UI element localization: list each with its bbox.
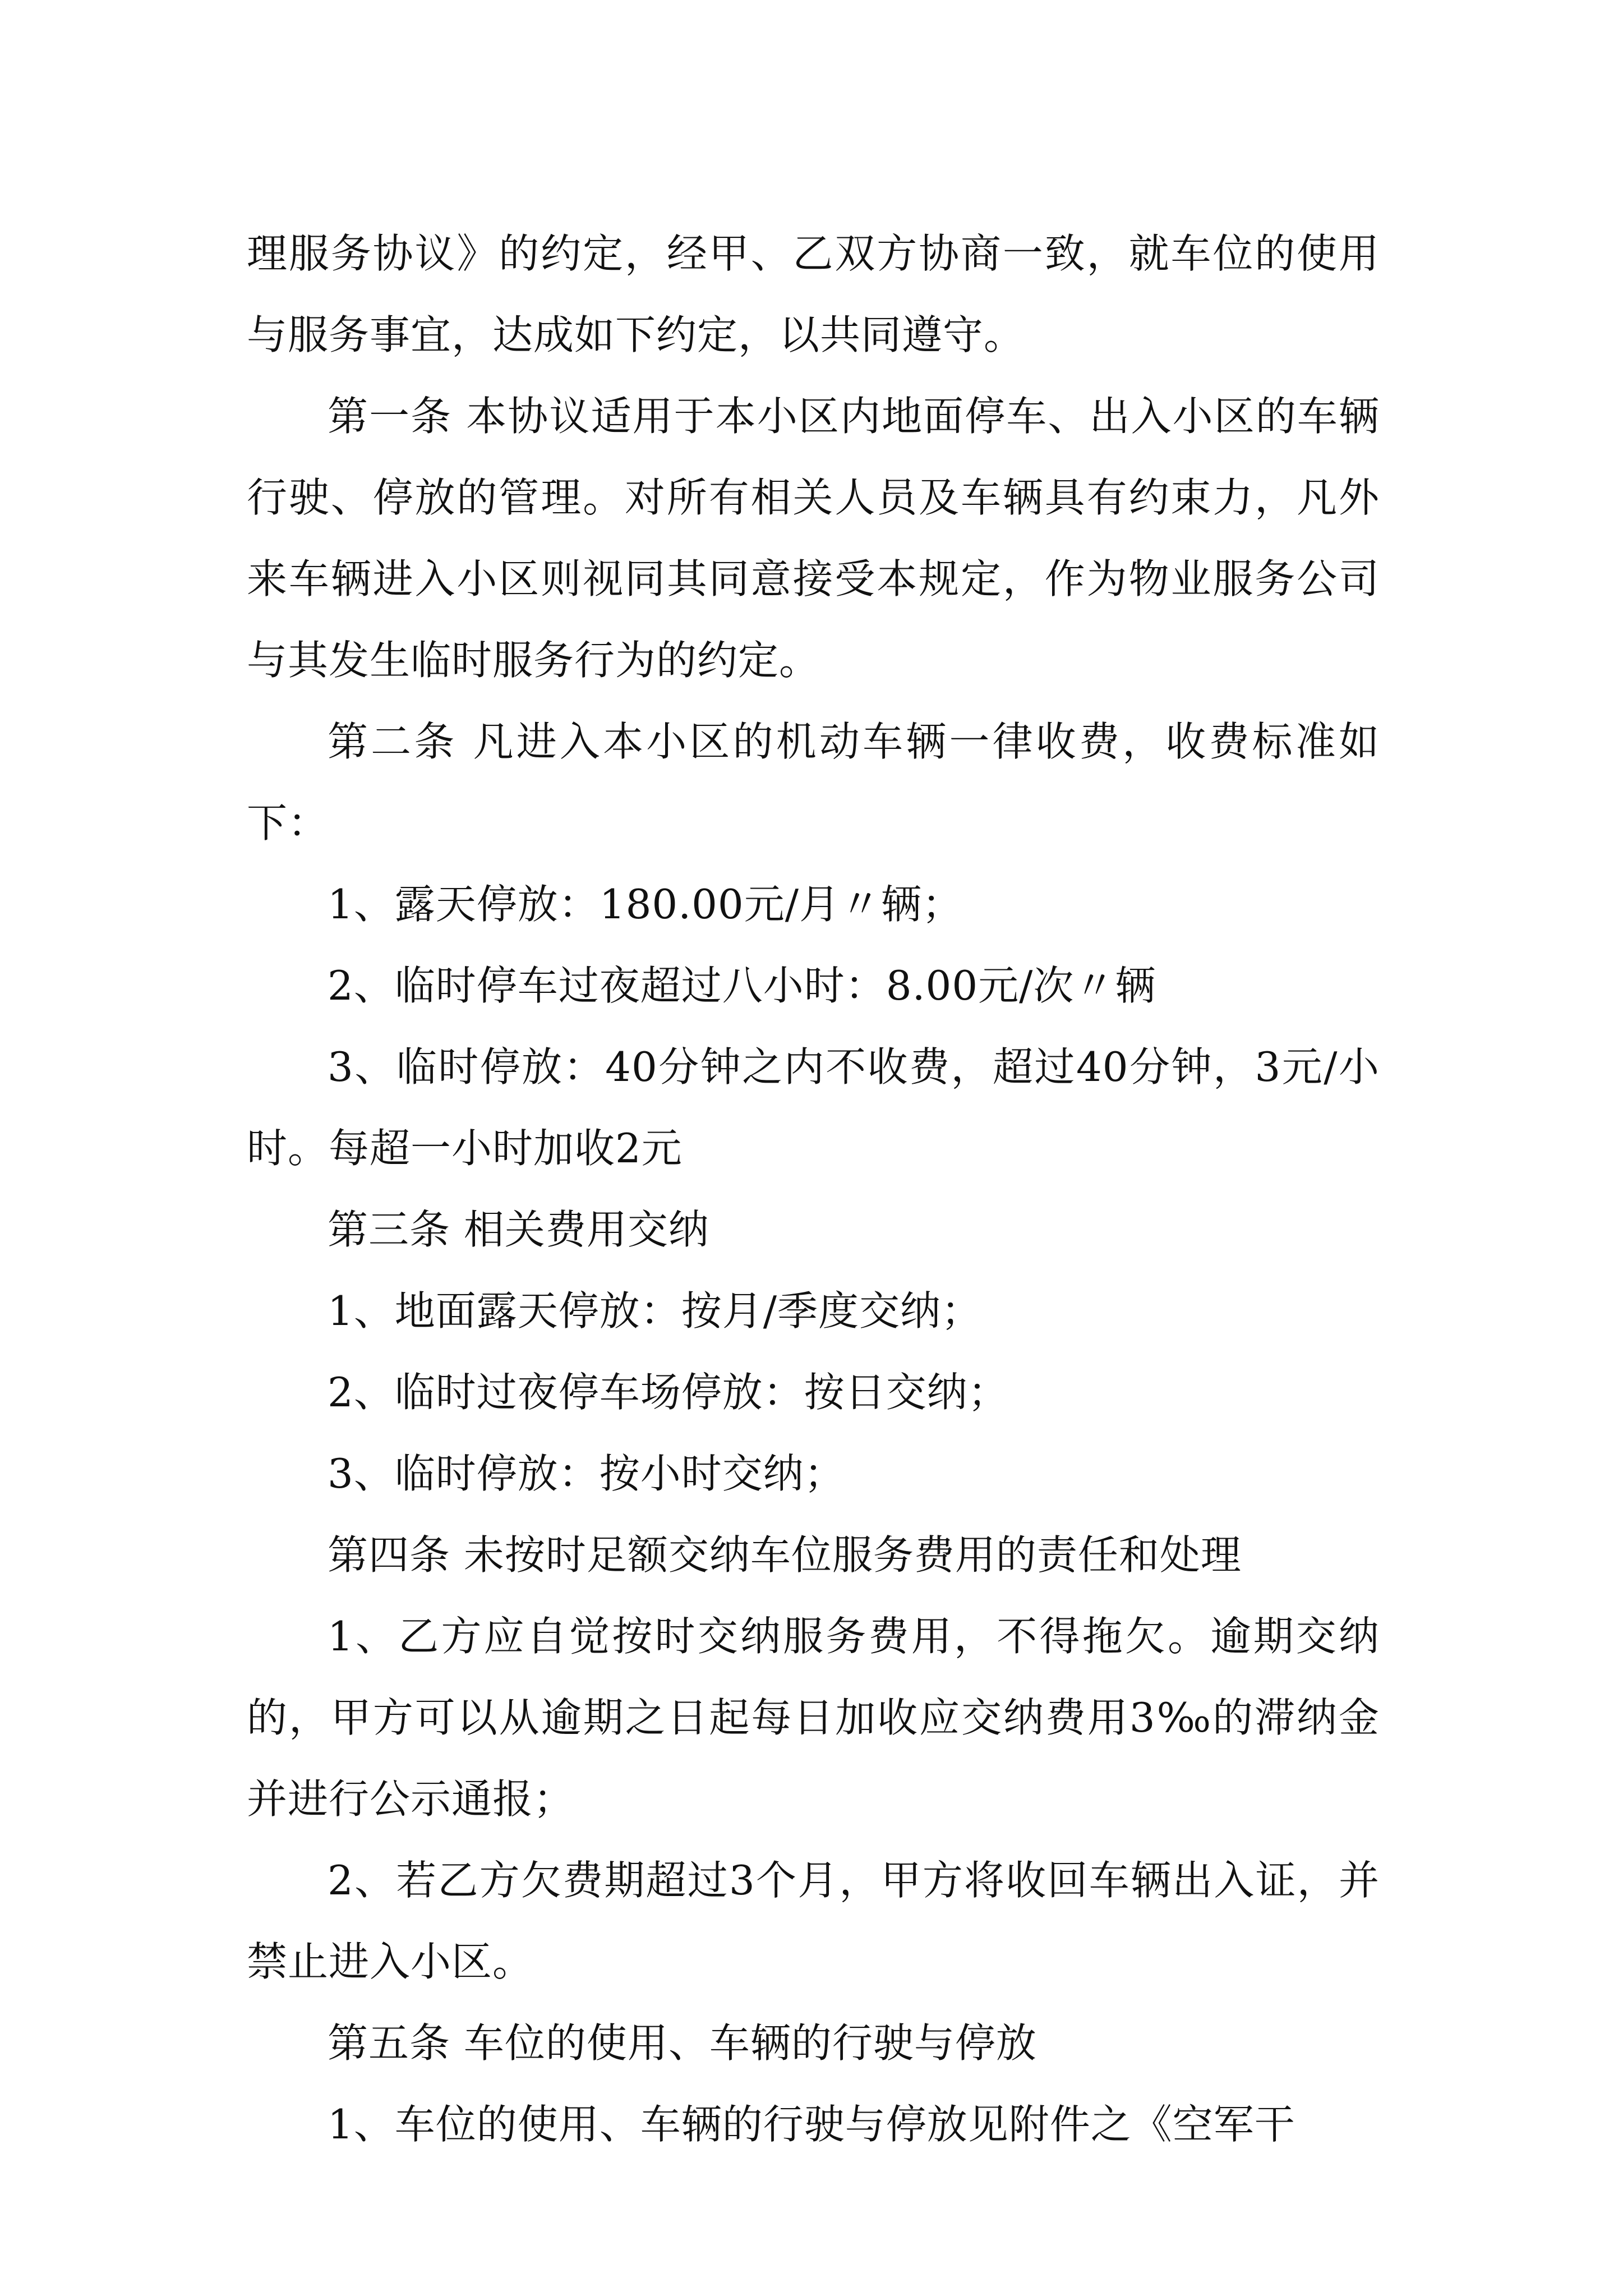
paragraph-arrears: 2、若乙方欠费期超过3个月，甲方将收回车辆出入证，并禁止进入小区。 <box>247 1857 1380 1985</box>
paragraph-late-fee: 1、乙方应自觉按时交纳服务费用，不得拖欠。逾期交纳的，甲方可以从逾期之日起每日加收应交纳费用3‰的滞纳金并进行公示通报； <box>247 1613 1380 1823</box>
paragraph-fee-open-air: 1、露天停放：180.00元/月〃辆； <box>328 881 963 928</box>
paragraph-continuation: 理服务协议》的约定，经甲、乙双方协商一致，就车位的使用与服务事宜，达成如下约定，以共同遵守。 <box>247 230 1380 358</box>
paragraph-payment-overnight: 2、临时过夜停车场停放：按日交纳； <box>328 1369 1009 1416</box>
paragraph-article-4: 第四条 未按时足额交纳车位服务费用的责任和处理 <box>328 1531 1242 1579</box>
paragraph-article-1: 第一条 本协议适用于本小区内地面停车、出入小区的车辆行驶、停放的管理。对所有相关人员及车辆具有约束力，凡外来车辆进入小区则视同其同意接受本规定，作为物业服务公司与其发生临时服务行为的约定。 <box>247 393 1380 684</box>
paragraph-article-2: 第二条 凡进入本小区的机动车辆一律收费，收费标准如下： <box>247 718 1380 846</box>
paragraph-fee-overnight: 2、临时停车过夜超过八小时：8.00元/次〃辆 <box>328 962 1156 1009</box>
paragraph-fee-temporary: 3、临时停放：40分钟之内不收费，超过40分钟，3元/小时。每超一小时加收2元 <box>247 1043 1380 1172</box>
paragraph-payment-open-air: 1、地面露天停放：按月/季度交纳； <box>328 1287 983 1335</box>
paragraph-payment-temporary: 3、临时停放：按小时交纳； <box>328 1450 845 1497</box>
document-body <box>247 213 1380 2165</box>
paragraph-parking-use: 1、车位的使用、车辆的行驶与停放见附件之《空军干 <box>328 2101 1295 2148</box>
paragraph-article-5: 第五条 车位的使用、车辆的行驶与停放 <box>328 2019 1037 2067</box>
paragraph-article-3: 第三条 相关费用交纳 <box>328 1206 709 1253</box>
